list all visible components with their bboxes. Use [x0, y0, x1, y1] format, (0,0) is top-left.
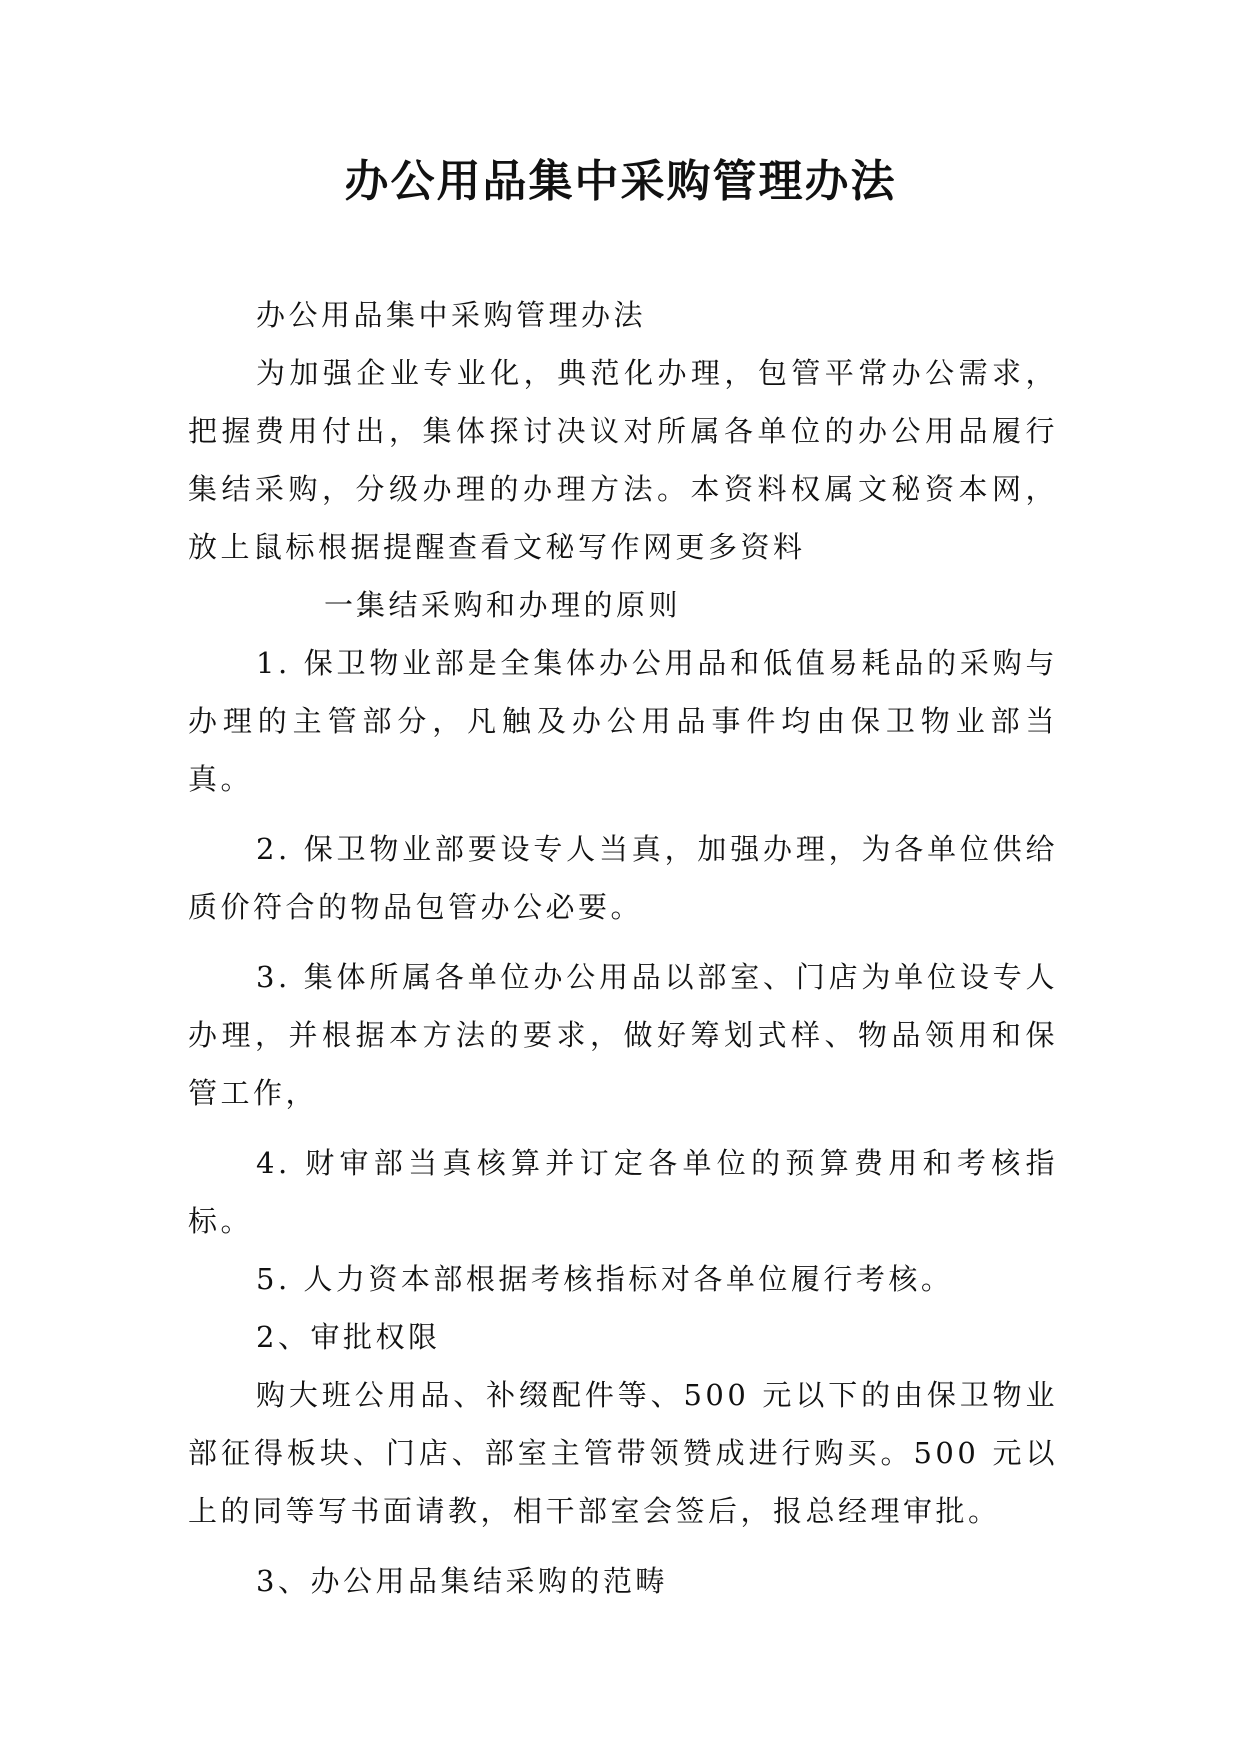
section-1-item-2: 2. 保卫物业部要设专人当真，加强办理，为各单位供给质价符合的物品包管办公必要。: [188, 832, 1058, 924]
section-1-heading: [188, 576, 1058, 634]
document-subtitle: 办公用品集中采购管理办法: [256, 298, 647, 332]
section-1-item-1: 1. 保卫物业部是全集体办公用品和低值易耗品的采购与办理的主管部分，凡触及办公用品事件均由保卫物业部当真。: [188, 646, 1058, 796]
intro-paragraph: 为加强企业专业化，典范化办理，包管平常办公需求，把握费用付出，集体探讨决议对所属各单位的办公用品履行集结采购，分级办理的办理方法。本资料权属文秘资本网，放上鼠标根据提醒查看文秘写作网更多资料: [188, 356, 1058, 564]
section-1-item-4: 4. 财审部当真核算并订定各单位的预算费用和考核指标。: [188, 1146, 1058, 1238]
section-3-heading: 3、办公用品集结采购的范畴: [256, 1564, 668, 1598]
section-2-heading: 2、审批权限: [256, 1320, 441, 1354]
section-1-item-5: 5. 人力资本部根据考核指标对各单位履行考核。: [256, 1262, 954, 1296]
section-1-heading-text: 集结采购和办理的原则: [356, 588, 682, 622]
document-title: 办公用品集中采购管理办法: [344, 156, 897, 207]
section-2-body: 购大班公用品、补缀配件等、500 元以下的由保卫物业部征得板块、门店、部室主管带领赞成进行购买。500 元以上的同等写书面请教，相干部室会签后，报总经理审批。: [188, 1378, 1058, 1528]
section-1-item-3: 3. 集体所属各单位办公用品以部室、门店为单位设专人办理，并根据本方法的要求，做好筹划式样、物品领用和保管工作，: [188, 960, 1058, 1110]
section-1-number: 一.: [324, 588, 370, 622]
document-body: [188, 286, 1058, 1610]
